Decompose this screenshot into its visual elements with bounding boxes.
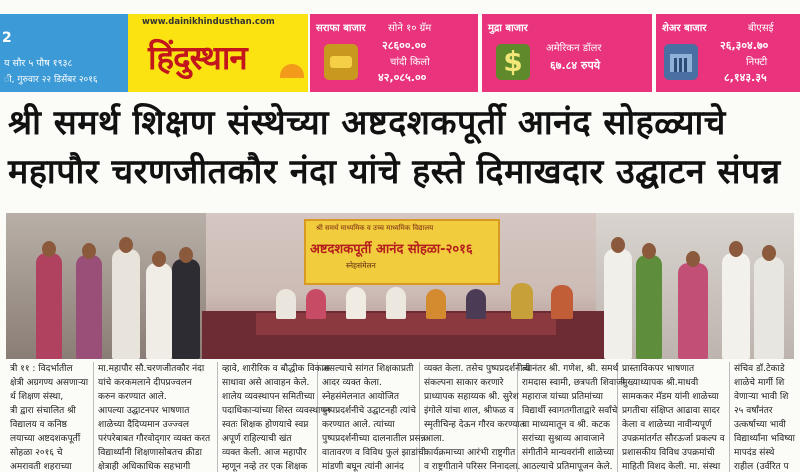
- person-head: [729, 241, 743, 257]
- article-column-4: [318, 362, 427, 472]
- bse-label: बीएसई: [748, 23, 774, 34]
- date-line-saka: य सौर ५ पौष १९३८: [4, 58, 73, 69]
- dollar-icon: $: [496, 44, 530, 80]
- article-line: प्राध्यापक सहाय्यक श्री. सुरेश: [424, 392, 519, 402]
- stock-exchange-icon: [664, 44, 698, 80]
- person-figure: [754, 257, 784, 359]
- silver-label: चांदी किलो: [390, 57, 430, 68]
- article-line: आला.: [424, 434, 445, 444]
- article-line: स्वतः शिक्षक होणयाचे स्वप्न: [222, 420, 309, 430]
- article-line: शाळेचे मार्गी शि: [734, 378, 785, 388]
- article-line: व्हावे, शारीरिक व बौद्धीक विकास: [222, 364, 330, 374]
- article-line: प्रास्ताविकपर भाषणात: [622, 364, 695, 374]
- article-line: संगीतीने मान्यवरांनी शाळेच्या: [522, 448, 614, 458]
- person-head: [119, 237, 133, 253]
- person-head: [642, 243, 656, 259]
- article-line: वा माध्यमातून व श्री. कटक: [522, 420, 610, 430]
- article-line: पुष्पप्रदर्शनीचे उद्घाटनही त्यांचे: [322, 406, 416, 416]
- nifty-value: ८,१४३.३५: [724, 71, 767, 84]
- article-line: त्री द्वारा संचालित श्री: [10, 406, 76, 416]
- article-column-2: [94, 362, 218, 472]
- newspaper-logo: [128, 14, 308, 92]
- article-line: मांडणी बघून त्यांनी आनंद: [322, 462, 404, 472]
- person-head: [179, 247, 193, 263]
- article-line: पुष्पप्रदर्शनीच्या दालनातील प्रसन्न: [322, 434, 426, 444]
- dais-person: [386, 287, 406, 319]
- article-line: स्मृतीचिन्ह देऊन गौरव करण्यात: [424, 420, 525, 430]
- article-line: माहिती विशद केली. मा. संस्था: [622, 462, 721, 472]
- article-line: परंपरेबाबत गौरवोद्‍गार व्यक्त करत: [98, 434, 211, 444]
- person-figure: [636, 255, 662, 359]
- article-column-1: [6, 362, 94, 472]
- article-line: र्थ शिक्षण संस्था,: [10, 392, 64, 402]
- article-line: वेणाऱ्या भावी शि: [734, 392, 789, 402]
- article-line: विद्यालय व कनिष्ठ: [10, 420, 67, 430]
- article-line: संकल्पना साकार करणारे: [424, 378, 504, 388]
- article-line: स्नेहसंमेलनात आयोजित: [322, 392, 399, 402]
- person-figure: [36, 253, 62, 359]
- article-line: यांचे करकमलाने दीपप्रज्वलन: [98, 378, 192, 388]
- event-photo: [6, 213, 794, 359]
- person-head: [686, 251, 700, 267]
- dais-person: [466, 289, 486, 319]
- article-line: कार्यक्रमाच्या आरंभी राष्ट्रगीत: [424, 448, 516, 458]
- edition-mark: 2: [2, 30, 12, 46]
- article-line: व्यक्त केला. तसेच पुष्पप्रदर्शनीची: [424, 364, 531, 374]
- dais-person: [306, 289, 326, 319]
- person-head: [152, 251, 166, 267]
- masthead: [0, 6, 800, 92]
- article-line: उपक्रमांतर्गत सौरऊर्जा प्रकल्प व: [622, 434, 725, 444]
- article-column-8: [730, 362, 796, 472]
- article-line: क्षेत्राही अधिकाधिक सहभागी: [98, 462, 191, 472]
- person-figure: [146, 263, 172, 359]
- newspaper-name: हिंदुस्थान: [148, 38, 247, 77]
- person-figure: [678, 263, 708, 359]
- article-line: वातावरण व विविध फुलं झाडांची: [322, 448, 427, 458]
- article-line: उत्कर्षाच्या भावी: [734, 420, 786, 430]
- website-url: www.dainikhindusthan.com: [142, 17, 275, 27]
- article-line: लयाच्या अष्टदशकपूर्ती: [10, 434, 81, 444]
- article-line: महाराज यांच्या प्रतिमांच्या: [522, 392, 603, 402]
- article-line: व राष्ट्रगीताने परिसर निनादला.: [424, 462, 521, 472]
- sun-logo-icon: [280, 64, 304, 78]
- article-line: प्रगतीचा संक्षिप्त आढावा सादर: [622, 406, 720, 416]
- article-line: प्रशासकीय विविध उपक्रमांची: [622, 448, 715, 458]
- article-column-7: [618, 362, 730, 472]
- gold-bar-icon: [324, 44, 358, 80]
- article-line: सोहळा २०१६ चे: [10, 448, 63, 458]
- article-column-5: [420, 362, 531, 472]
- person-figure: [604, 249, 632, 359]
- article-line: इंगोले यांचा शाल, श्रीफळ व: [424, 406, 514, 416]
- dais-person: [426, 289, 446, 319]
- person-figure: [76, 255, 102, 359]
- article-line: त्यानंतर श्री. गणेश, श्री. समर्थ: [522, 364, 619, 374]
- article-line: साधावा असे आवाहन केले.: [222, 378, 310, 388]
- article-line: आठल्याचे प्रतिमापूजन केले.: [522, 462, 613, 472]
- article-line: विद्यार्थ्यांनी शिक्षणासोबतच क्रीडा: [98, 448, 202, 458]
- currency-title: मुद्रा बाजार: [488, 23, 528, 34]
- person-head: [611, 237, 625, 253]
- article-line: आपल्या उद्घाटनपर भाषणात: [98, 406, 190, 416]
- dais-person: [276, 289, 296, 319]
- share-title: शेअर बाजार: [662, 23, 707, 34]
- article-column-6: [518, 362, 626, 472]
- person-head: [762, 245, 776, 261]
- article-line: मापदंड संस्थे: [734, 448, 775, 458]
- article-line: म्हणून नव्हे तर एक शिक्षक: [222, 462, 308, 472]
- article-line: विद्यार्थ्यांना भविष्या: [734, 434, 795, 444]
- article-line: करुन करण्यात आले.: [98, 392, 167, 402]
- article-line: व्यक्त केली. आज महापौर: [222, 448, 307, 458]
- banner-school-name: श्री समर्थ माध्यमिक व उच्च माध्यमिक विद्यालय: [316, 224, 434, 232]
- headline-line-1: श्री समर्थ शिक्षण संस्थेच्या अष्टदशकपूर्ती आनंद सोहळ्याचे: [8, 103, 726, 143]
- person-figure: [112, 249, 140, 359]
- article-line: त्री ११ : विदर्भातील: [10, 364, 73, 374]
- article-line: शालेय व्यवस्थापन समितीच्या: [222, 392, 315, 402]
- article-line: सरांच्या सुश्राव्य आवाजाने: [522, 434, 605, 444]
- person-figure: [722, 253, 750, 359]
- share-market-box: [656, 14, 800, 92]
- event-banner: [304, 219, 500, 285]
- article-line: क्षेत्री अग्रगण्य असणाऱ्या: [10, 378, 89, 388]
- article-line: आदर व्यक्त केला.: [322, 378, 382, 388]
- article-line: अपूर्ण राहिल्याची खंत: [222, 434, 292, 444]
- person-figure: [172, 259, 200, 359]
- nifty-label: निफ्टी: [746, 57, 768, 68]
- article-line: २५ वर्षांनंतर: [734, 406, 773, 416]
- article-line: करण्यात आले. त्यांच्या: [322, 420, 395, 430]
- article-line: संचिव डॉ.टेकाडे: [734, 364, 785, 374]
- silver-value: ४२,०८५.००: [378, 71, 427, 84]
- article-line: असल्याचे सांगत शिक्षकाप्रती: [322, 364, 414, 374]
- sarafa-market-box: [310, 14, 478, 92]
- banner-title: अष्टदशकपूर्ती आनंद सोहळा-२०१६: [310, 242, 473, 257]
- usd-value: ६७.८४ रुपये: [550, 59, 601, 72]
- banner-subtitle: स्नेहसंमेलन: [346, 261, 376, 270]
- article-line: राहील (उर्वरित प: [734, 462, 789, 472]
- article-line: अमरावती शहराच्या: [10, 462, 72, 472]
- gold-value: २८६००.००: [382, 39, 427, 52]
- article-line: विद्यार्थी स्वागतगीताद्वारे सर्वांचे: [522, 406, 618, 416]
- article-column-3: [218, 362, 331, 472]
- article-line: मुख्याध्यापक श्री.माधवी: [622, 378, 699, 388]
- date-block: [0, 14, 128, 92]
- currency-market-box: [482, 14, 652, 92]
- article-line: मा.महापौर सौ.चरणजीतकौर नंदा: [98, 364, 205, 374]
- usd-label: अमेरिकन डॉलर: [546, 43, 602, 54]
- article-line: सामककर मॅडम यांनी शाळेच्या: [622, 392, 719, 402]
- article-line: रामदास स्वामी, छत्रपती शिवाजी: [522, 378, 626, 388]
- gold-label: सोने १० ग्रॅम: [388, 23, 432, 34]
- dais-person: [346, 287, 366, 319]
- dais-person: [551, 285, 573, 319]
- article-line: पदाधिकाऱ्यांच्या शिस्त व्यवस्थापन: [222, 406, 331, 416]
- person-head: [42, 241, 56, 257]
- date-line-gregorian: ी, गुरुवार २२ डिसेंबर २०१६: [4, 75, 98, 85]
- person-head: [82, 243, 96, 259]
- article-line: केला व शाळेच्या नावीन्यपूर्ण: [622, 420, 712, 430]
- article-line: शाळेच्या दैदिप्यमान उज्ज्वल: [98, 420, 189, 430]
- headline-line-2: महापौर चरणजीतकौर नंदा यांचे हस्ते दिमाखदार उद्घाटन संपन्न: [8, 152, 781, 192]
- dais-person: [511, 283, 533, 319]
- article-body: [6, 362, 796, 472]
- sarafa-title: सराफा बाजार: [316, 23, 366, 34]
- bse-value: २६,३०४.७०: [720, 39, 769, 52]
